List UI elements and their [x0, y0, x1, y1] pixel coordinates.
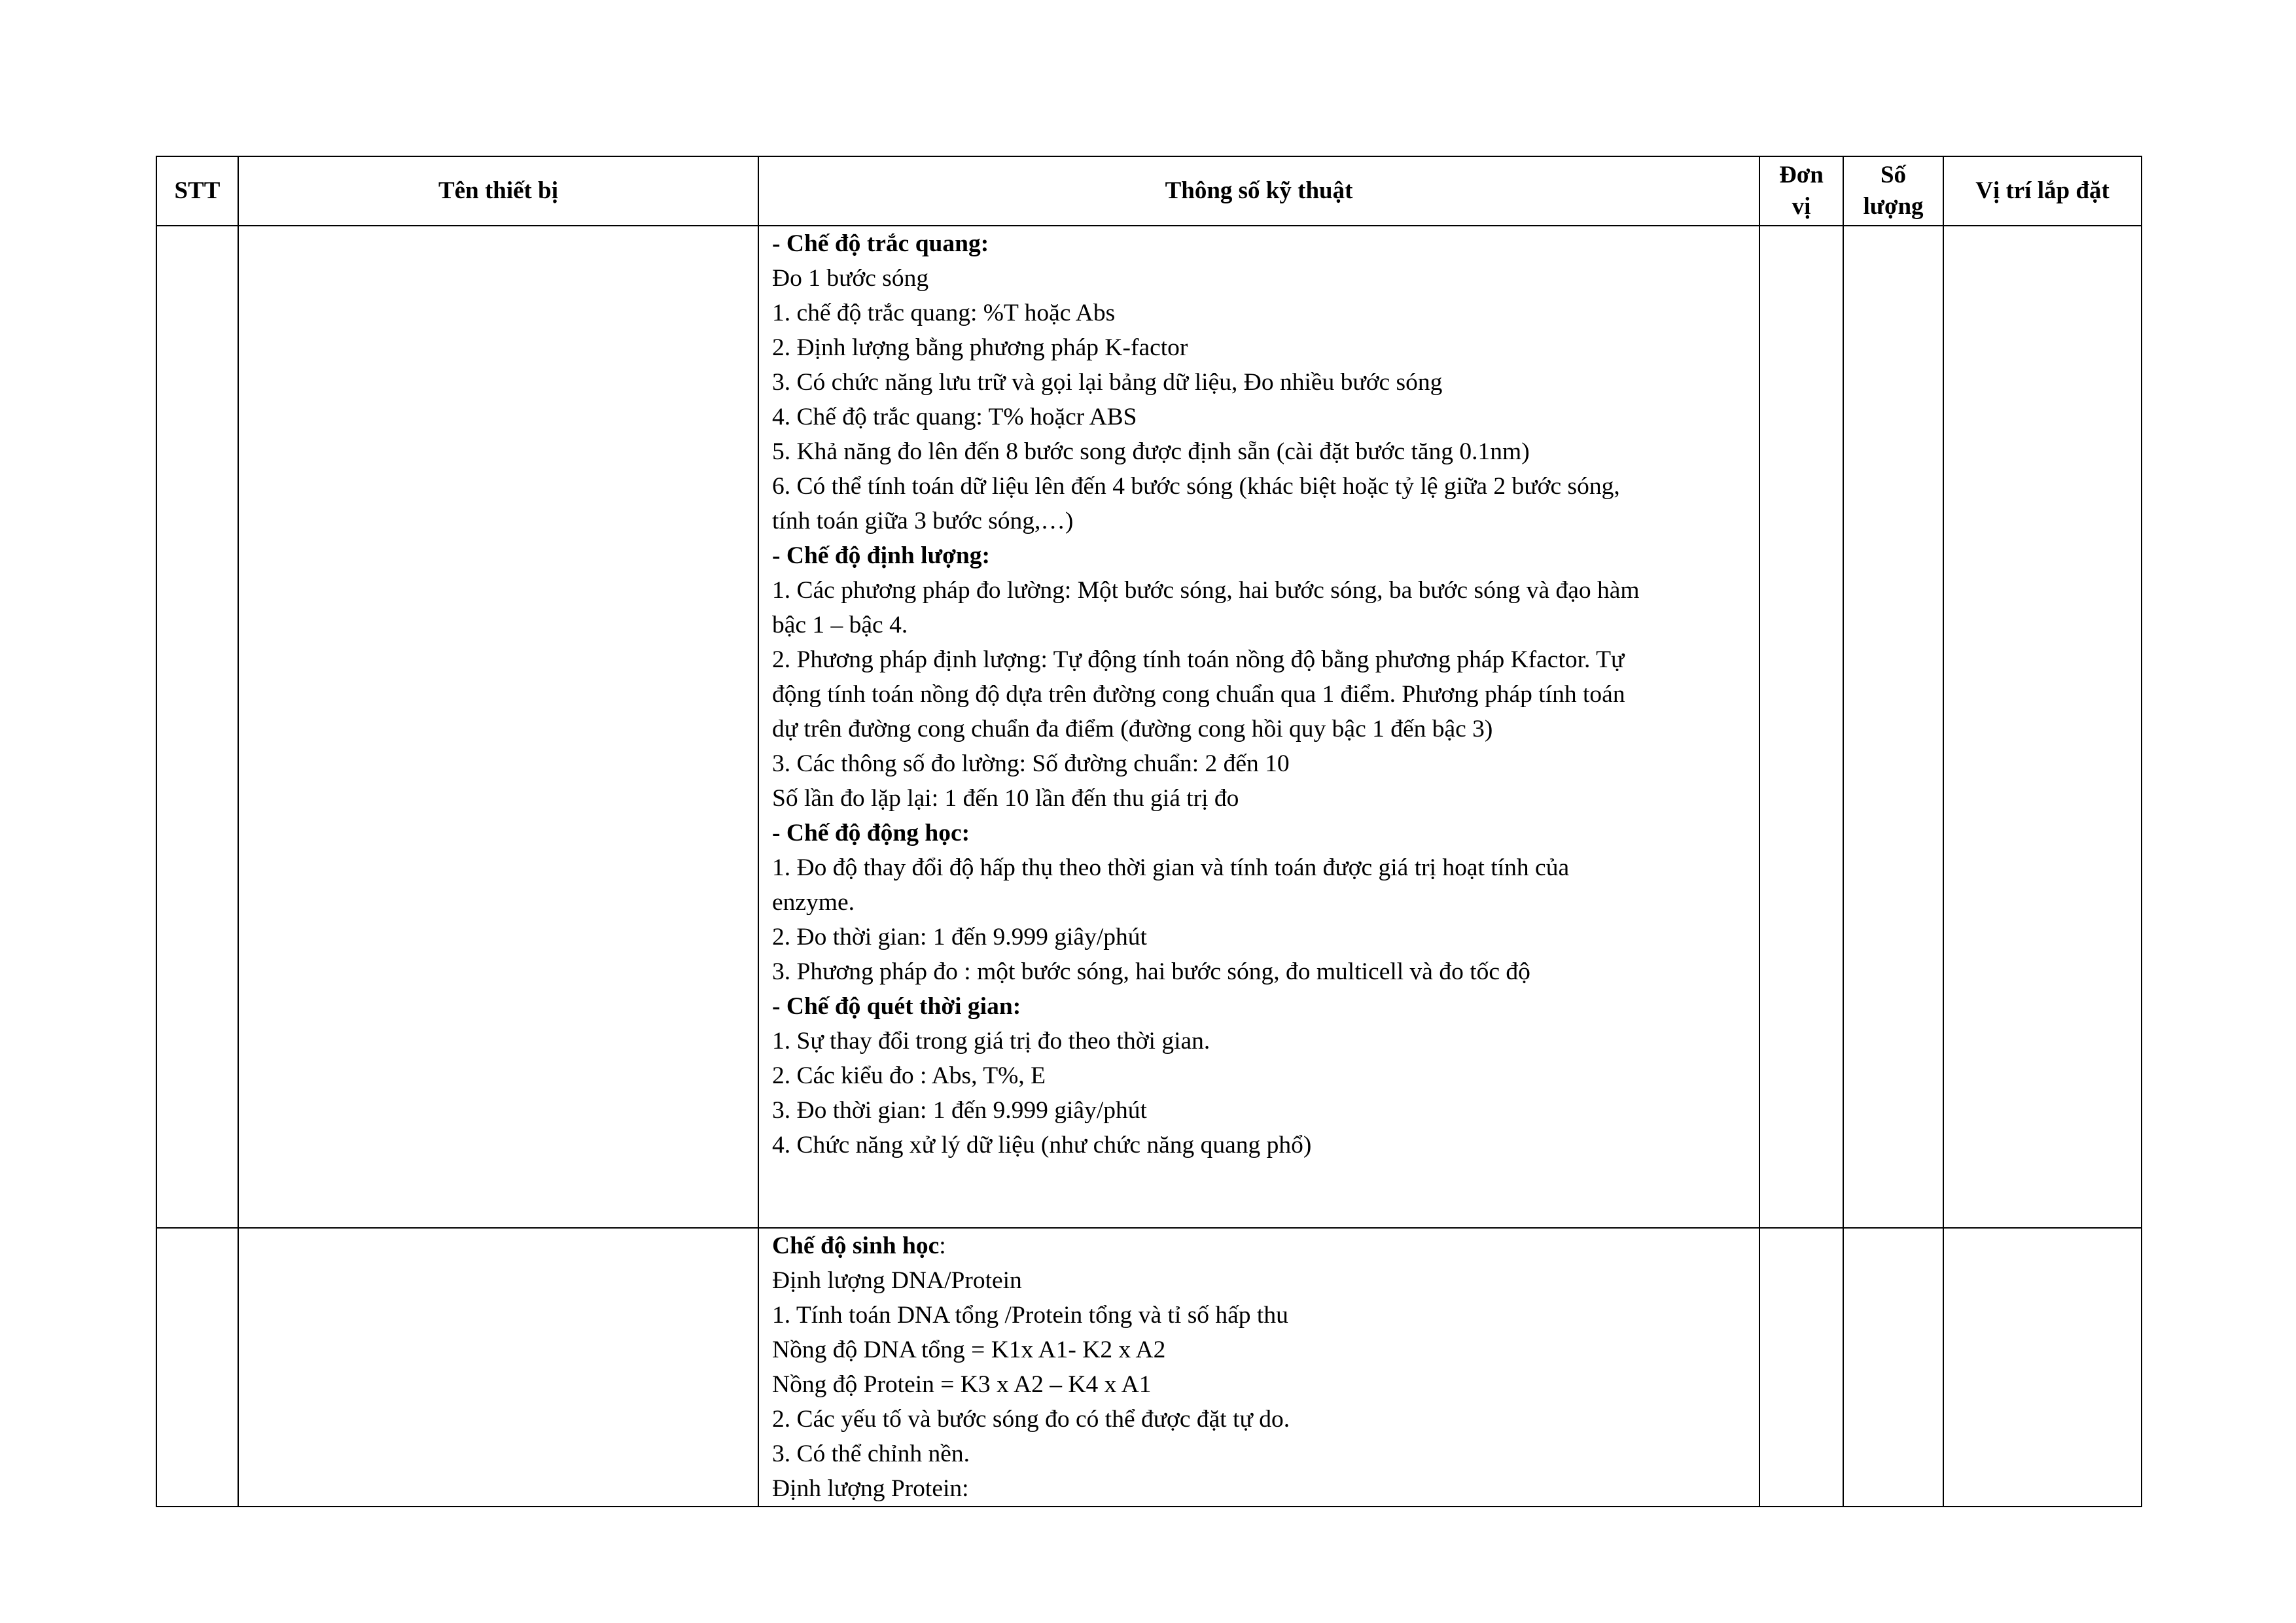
header-quantity-line2: lượng	[1863, 193, 1924, 220]
spec-line: 2. Đo thời gian: 1 đến 9.999 giây/phút	[772, 924, 1147, 951]
spec-line: Định lượng DNA/Protein	[772, 1267, 1022, 1294]
spec-line: Đo 1 bước sóng	[772, 265, 929, 292]
header-specifications: Thông số kỹ thuật	[758, 156, 1759, 226]
spec-line: - Chế độ động học:	[772, 820, 970, 846]
spec-line: 4. Chức năng xử lý dữ liệu (như chức năng quang phổ)	[772, 1132, 1312, 1159]
cell-device-name	[238, 226, 758, 1228]
cell-specifications	[758, 226, 1759, 1228]
spec-line: 1. Các phương pháp đo lường: Một bước sóng, hai bước sóng, ba bước sóng và đạo hàm	[772, 577, 1640, 604]
spec-line: 2. Các yếu tố và bước sóng đo có thể được đặt tự do.	[772, 1406, 1290, 1433]
spec-line: tính toán giữa 3 bước sóng,…)	[772, 508, 1074, 534]
spec-line: 1. Đo độ thay đổi độ hấp thụ theo thời gian và tính toán được giá trị hoạt tính của	[772, 854, 1570, 881]
table-header-row	[156, 156, 2142, 226]
header-unit	[1759, 156, 1843, 226]
header-quantity	[1843, 156, 1943, 226]
spec-line: 3. Đo thời gian: 1 đến 9.999 giây/phút	[772, 1097, 1147, 1124]
spec-line: động tính toán nồng độ dựa trên đường cong chuẩn qua 1 điểm. Phương pháp tính toán	[772, 681, 1625, 708]
cell-specifications	[758, 1228, 1759, 1507]
equipment-spec-table	[156, 156, 2142, 1507]
spec-line: - Chế độ trắc quang:	[772, 230, 989, 257]
spec-line: Định lượng Protein:	[772, 1475, 969, 1502]
spec-line: 3. Có thể chỉnh nền.	[772, 1440, 970, 1467]
table-row	[156, 226, 2142, 1228]
cell-device-name	[238, 1228, 758, 1507]
header-device-name: Tên thiết bị	[238, 156, 758, 226]
cell-install-location	[1943, 226, 2142, 1228]
spec-line: dự trên đường cong chuẩn đa điểm (đường cong hồi quy bậc 1 đến bậc 3)	[772, 716, 1493, 742]
cell-quantity	[1843, 226, 1943, 1228]
spec-line: enzyme.	[772, 889, 855, 916]
spec-line: 2. Phương pháp định lượng: Tự động tính toán nồng độ bằng phương pháp Kfactor. Tự	[772, 646, 1625, 673]
spec-line-suffix: :	[939, 1232, 946, 1259]
spec-line: 2. Các kiểu đo : Abs, T%, E	[772, 1062, 1046, 1089]
spec-line: 5. Khả năng đo lên đến 8 bước song được định sẵn (cài đặt bước tăng 0.1nm)	[772, 438, 1530, 465]
header-unit-line2: vị	[1792, 193, 1811, 220]
cell-stt	[156, 226, 238, 1228]
cell-install-location	[1943, 1228, 2142, 1507]
header-install-location: Vị trí lắp đặt	[1943, 156, 2142, 226]
spec-line: 1. Sự thay đổi trong giá trị đo theo thời gian.	[772, 1028, 1210, 1055]
spec-line: - Chế độ quét thời gian:	[772, 993, 1021, 1020]
header-stt: STT	[156, 156, 238, 226]
cell-stt	[156, 1228, 238, 1507]
spec-line: 4. Chế độ trắc quang: T% hoặcr ABS	[772, 404, 1137, 430]
spec-line: bậc 1 – bậc 4.	[772, 612, 908, 638]
spec-line: 3. Các thông số đo lường: Số đường chuẩn: 2 đến 10	[772, 750, 1290, 777]
spec-line: - Chế độ định lượng:	[772, 542, 990, 569]
spec-line-bold-part: Chế độ sinh học	[772, 1232, 940, 1259]
cell-unit	[1759, 226, 1843, 1228]
spec-line	[772, 1229, 1754, 1263]
spec-line: Nồng độ Protein = K3 x A2 – K4 x A1	[772, 1371, 1152, 1398]
table-row	[156, 1228, 2142, 1507]
header-quantity-line1: Số	[1880, 162, 1907, 188]
spec-line: 3. Có chức năng lưu trữ và gọi lại bảng dữ liệu, Đo nhiều bước sóng	[772, 369, 1443, 396]
spec-line: Nồng độ DNA tổng = K1x A1- K2 x A2	[772, 1336, 1166, 1363]
spec-line: 2. Định lượng bằng phương pháp K-factor	[772, 334, 1188, 361]
spec-line: 6. Có thể tính toán dữ liệu lên đến 4 bước sóng (khác biệt hoặc tỷ lệ giữa 2 bước sóng,	[772, 473, 1620, 500]
spec-line: Số lần đo lặp lại: 1 đến 10 lần đến thu giá trị đo	[772, 785, 1239, 812]
spec-line: 1. chế độ trắc quang: %T hoặc Abs	[772, 300, 1116, 326]
spec-line: 1. Tính toán DNA tổng /Protein tổng và tỉ số hấp thu	[772, 1302, 1288, 1329]
header-unit-line1: Đơn	[1779, 162, 1824, 188]
spec-line: 3. Phương pháp đo : một bước sóng, hai bước sóng, đo multicell và đo tốc độ	[772, 958, 1530, 985]
cell-unit	[1759, 1228, 1843, 1507]
cell-quantity	[1843, 1228, 1943, 1507]
